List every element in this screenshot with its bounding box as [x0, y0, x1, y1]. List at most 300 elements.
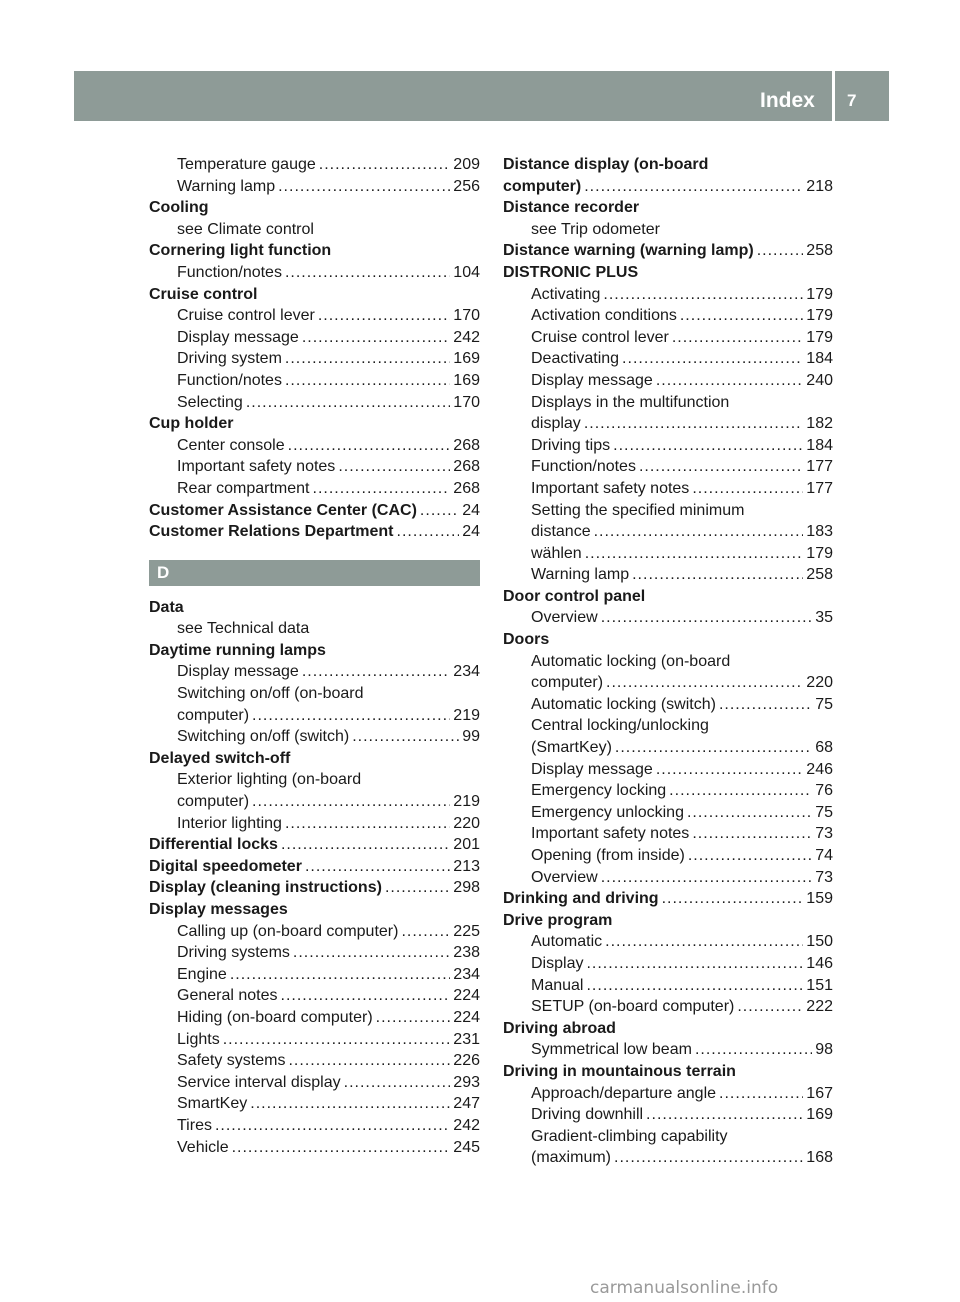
- index-subentry: [149, 435, 480, 457]
- entry-label: Function/notes: [531, 458, 636, 476]
- entry-label: SmartKey: [177, 1095, 248, 1113]
- index-heading: [149, 899, 480, 921]
- index-subentry: [503, 456, 833, 478]
- index-subentry: [149, 942, 480, 964]
- entry-label: Distance display (on-board: [503, 156, 709, 173]
- index-subentry: [503, 953, 833, 975]
- entry-label: Engine: [177, 965, 227, 983]
- dot-leader: [281, 985, 451, 1007]
- entry-label: Center console: [177, 436, 285, 454]
- index-subentry: [149, 705, 480, 727]
- entry-label: Vehicle: [177, 1138, 229, 1156]
- dot-leader: [344, 1072, 451, 1094]
- index-subentry: [503, 500, 833, 522]
- dot-leader: [622, 348, 803, 370]
- page-reference: 73: [815, 825, 833, 843]
- watermark: carmanualsonline.info: [590, 1278, 779, 1298]
- page-reference: 220: [806, 674, 833, 692]
- entry-label: see Technical data: [177, 620, 310, 638]
- dot-leader: [656, 759, 803, 781]
- dot-leader: [692, 823, 812, 845]
- entry-label: Doors: [503, 631, 550, 649]
- page-reference: 177: [806, 458, 833, 476]
- index-subentry: [149, 813, 480, 835]
- index-subentry: [149, 154, 480, 176]
- page-reference: 220: [453, 814, 480, 832]
- dot-leader: [385, 877, 450, 899]
- entry-label: Automatic locking (switch): [531, 695, 716, 713]
- page-reference: 201: [453, 836, 480, 854]
- entry-label: Automatic locking (on-board: [531, 652, 731, 670]
- entry-label: Cruise control lever: [531, 328, 669, 346]
- entry-label: Display message: [531, 760, 653, 778]
- index-heading: [149, 413, 480, 435]
- index-subentry: [503, 521, 833, 543]
- index-subentry: [503, 219, 833, 241]
- index-subentry: [149, 1115, 480, 1137]
- dot-leader: [614, 1147, 803, 1169]
- dot-leader: [695, 1039, 812, 1061]
- page-reference: 219: [453, 706, 480, 724]
- dot-leader: [318, 305, 450, 327]
- index-subentry: [149, 769, 480, 791]
- entry-label: Important safety notes: [177, 458, 336, 476]
- dot-leader: [737, 996, 803, 1018]
- entry-label: computer): [177, 793, 250, 811]
- index-subentry: [149, 1137, 480, 1159]
- dot-leader: [719, 694, 812, 716]
- page-reference: 35: [815, 609, 833, 627]
- index-subentry: [503, 759, 833, 781]
- page-reference: 242: [453, 1116, 480, 1134]
- entry-label: Selecting: [177, 393, 243, 411]
- index-heading: [149, 856, 480, 878]
- page-reference: 170: [453, 393, 480, 411]
- entry-label: Cruise control: [149, 285, 258, 303]
- dot-leader: [605, 931, 803, 953]
- index-subentry: [503, 327, 833, 349]
- dot-leader: [584, 413, 803, 435]
- index-heading: [149, 640, 480, 662]
- page-reference: 159: [806, 890, 833, 908]
- entry-label: Driving in mountainous terrain: [503, 1062, 736, 1080]
- index-subentry: [149, 370, 480, 392]
- index-subentry: [149, 1029, 480, 1051]
- page-reference: 256: [453, 177, 480, 195]
- page-reference: 179: [806, 544, 833, 562]
- page-reference: 213: [453, 857, 480, 875]
- dot-leader: [585, 543, 804, 565]
- entry-label: Hiding (on-board computer): [177, 1008, 373, 1026]
- entry-label: Driving system: [177, 350, 282, 368]
- dot-leader: [615, 737, 812, 759]
- entry-label: (maximum): [531, 1149, 611, 1167]
- page-reference: 75: [815, 695, 833, 713]
- dot-leader: [278, 176, 450, 198]
- dot-leader: [687, 802, 812, 824]
- entry-label: Display messages: [149, 901, 288, 918]
- dot-leader: [613, 435, 803, 457]
- entry-label: SETUP (on-board computer): [531, 998, 735, 1016]
- entry-label: Display message: [177, 663, 299, 681]
- page-reference: 99: [462, 728, 480, 746]
- dot-leader: [646, 1104, 803, 1126]
- index-subentry: [149, 392, 480, 414]
- entry-label: Daytime running lamps: [149, 641, 326, 659]
- page-reference: 238: [453, 944, 480, 962]
- index-heading: [503, 629, 833, 651]
- entry-label: Important safety notes: [531, 825, 690, 843]
- index-subentry: [149, 478, 480, 500]
- entry-label: Central locking/unlocking: [531, 717, 709, 735]
- index-subentry: [149, 1007, 480, 1029]
- entry-label: Interior lighting: [177, 814, 282, 832]
- entry-label: Display: [531, 954, 584, 972]
- entry-label: Digital speedometer: [149, 857, 302, 875]
- dot-leader: [281, 834, 450, 856]
- index-heading: [149, 197, 480, 219]
- page-reference: 24: [462, 501, 480, 519]
- page-reference: 179: [806, 285, 833, 303]
- page-reference: 245: [453, 1138, 480, 1156]
- entry-label: Cruise control lever: [177, 307, 315, 325]
- dot-leader: [319, 154, 451, 176]
- index-subentry: [503, 607, 833, 629]
- page-reference: 224: [453, 1008, 480, 1026]
- index-subentry: [149, 661, 480, 683]
- dot-leader: [338, 456, 450, 478]
- entry-label: Distance warning (warning lamp): [503, 242, 754, 260]
- page-reference: 231: [453, 1030, 480, 1048]
- entry-label: Drive program: [503, 911, 613, 929]
- page-reference: 258: [806, 242, 833, 260]
- dot-leader: [215, 1115, 450, 1137]
- index-subentry: [503, 845, 833, 867]
- page-reference: 258: [806, 566, 833, 584]
- index-subentry: [149, 176, 480, 198]
- entry-label: computer): [503, 177, 582, 195]
- page-reference: 224: [453, 987, 480, 1005]
- page-reference: 182: [806, 415, 833, 433]
- page-reference: 74: [815, 847, 833, 864]
- page-reference: 179: [806, 328, 833, 346]
- index-subentry: [149, 1093, 480, 1115]
- entry-label: Important safety notes: [531, 479, 690, 497]
- index-subentry: [503, 737, 833, 759]
- page-reference: 184: [806, 436, 833, 454]
- entry-label: Calling up (on-board computer): [177, 922, 399, 940]
- index-subentry: [149, 985, 480, 1007]
- entry-label: Displays in the multifunction: [531, 393, 730, 411]
- dot-leader: [601, 607, 813, 629]
- index-subentry: [503, 715, 833, 737]
- dot-leader: [757, 240, 804, 262]
- index-subentry: [503, 996, 833, 1018]
- dot-leader: [603, 284, 803, 306]
- index-subentry: [503, 1104, 833, 1126]
- index-subentry: [503, 564, 833, 586]
- entry-label: Driving tips: [531, 436, 611, 454]
- dot-leader: [420, 500, 459, 522]
- entry-label: Drinking and driving: [503, 890, 659, 908]
- entry-label: Manual: [531, 976, 584, 994]
- page-reference: 268: [453, 436, 480, 454]
- entry-label: Cooling: [149, 199, 209, 217]
- dot-leader: [288, 435, 451, 457]
- entry-label: Tires: [177, 1116, 212, 1134]
- entry-label: Driving systems: [177, 944, 290, 962]
- entry-label: Customer Assistance Center (CAC): [149, 501, 417, 519]
- page-reference: 293: [453, 1073, 480, 1091]
- index-heading: [503, 154, 833, 176]
- entry-label: Deactivating: [531, 350, 620, 368]
- entry-label: distance: [531, 523, 591, 541]
- dot-leader: [313, 478, 451, 500]
- index-heading: [503, 240, 833, 262]
- index-subentry: [503, 823, 833, 845]
- entry-label: Display message: [177, 328, 299, 346]
- page-reference: 234: [453, 965, 480, 983]
- index-subentry: [503, 802, 833, 824]
- entry-label: (SmartKey): [531, 739, 612, 757]
- page-reference: 169: [453, 371, 480, 389]
- page-number: 7: [847, 91, 857, 110]
- page-reference: 169: [806, 1106, 833, 1124]
- page-reference: 179: [806, 307, 833, 325]
- index-subentry: [503, 672, 833, 694]
- dot-leader: [246, 392, 450, 414]
- index-heading: [149, 284, 480, 306]
- entry-label: Switching on/off (switch): [177, 728, 350, 746]
- entry-label: wählen: [531, 544, 582, 562]
- index-heading: [503, 176, 833, 198]
- page-reference: 76: [815, 782, 833, 800]
- entry-label: Safety systems: [177, 1052, 286, 1070]
- page-reference: 68: [815, 739, 833, 757]
- entry-label: computer): [177, 706, 250, 724]
- dot-leader: [586, 975, 803, 997]
- entry-label: Temperature gauge: [177, 156, 316, 173]
- entry-label: Automatic: [531, 933, 603, 951]
- index-heading: [149, 240, 480, 262]
- entry-label: Overview: [531, 868, 598, 886]
- entry-label: Exterior lighting (on-board: [177, 771, 362, 789]
- dot-leader: [656, 370, 803, 392]
- page-title: Index: [760, 89, 815, 112]
- index-subentry: [149, 1050, 480, 1072]
- entry-label: display: [531, 415, 581, 433]
- index-heading: [149, 748, 480, 770]
- entry-label: Driving downhill: [531, 1106, 644, 1124]
- page-reference: 151: [806, 976, 833, 994]
- index-heading: [503, 910, 833, 932]
- index-subentry: [503, 780, 833, 802]
- page-reference: 24: [462, 523, 480, 541]
- dot-leader: [669, 780, 812, 802]
- index-subentry: [503, 931, 833, 953]
- index-subentry: [503, 284, 833, 306]
- page-reference: 234: [453, 663, 480, 681]
- dot-leader: [680, 305, 803, 327]
- index-subentry: [503, 543, 833, 565]
- index-subentry: [149, 305, 480, 327]
- index-subentry: [149, 726, 480, 748]
- dot-leader: [285, 262, 450, 284]
- dot-leader: [285, 813, 450, 835]
- entry-label: Switching on/off (on-board: [177, 685, 364, 703]
- index-subentry: [503, 392, 833, 414]
- index-column-left: [149, 154, 480, 1158]
- index-subentry: [503, 435, 833, 457]
- dot-leader: [285, 348, 450, 370]
- dot-leader: [584, 176, 803, 198]
- dot-leader: [285, 370, 450, 392]
- index-subentry: [149, 618, 480, 640]
- page-reference: 240: [806, 371, 833, 389]
- page-reference: 247: [453, 1095, 480, 1113]
- dot-leader: [719, 1083, 803, 1105]
- index-subentry: [149, 964, 480, 986]
- page-reference: 222: [806, 998, 833, 1016]
- dot-leader: [662, 888, 804, 910]
- entry-label: see Climate control: [177, 220, 314, 238]
- index-heading: [503, 1061, 833, 1083]
- index-subentry: [503, 478, 833, 500]
- page-reference: 73: [815, 868, 833, 886]
- dot-leader: [252, 791, 450, 813]
- index-subentry: [503, 1147, 833, 1169]
- entry-label: Function/notes: [177, 263, 282, 281]
- entry-label: Overview: [531, 609, 598, 627]
- entry-label: Function/notes: [177, 371, 282, 389]
- entry-label: Display (cleaning instructions): [149, 879, 382, 897]
- page-reference: 177: [806, 479, 833, 497]
- entry-label: Rear compartment: [177, 479, 310, 497]
- dot-leader: [250, 1093, 450, 1115]
- page-reference: 242: [453, 328, 480, 346]
- header-divider: [832, 71, 835, 121]
- index-subentry: [503, 305, 833, 327]
- index-subentry: [503, 1039, 833, 1061]
- dot-leader: [601, 867, 813, 889]
- dot-leader: [688, 845, 812, 867]
- index-heading: [503, 888, 833, 910]
- entry-label: see Trip odometer: [531, 220, 660, 238]
- entry-label: Activating: [531, 285, 601, 303]
- entry-label: Distance recorder: [503, 199, 640, 217]
- entry-label: Warning lamp: [177, 177, 276, 195]
- dot-leader: [586, 953, 803, 975]
- dot-leader: [223, 1029, 451, 1051]
- index-subentry: [149, 219, 480, 241]
- dot-leader: [594, 521, 804, 543]
- dot-leader: [606, 672, 803, 694]
- page-reference: 98: [815, 1041, 833, 1059]
- index-subentry: [503, 975, 833, 997]
- entry-label: Symmetrical low beam: [531, 1041, 692, 1059]
- index-column-right: [503, 154, 833, 1169]
- index-subentry: [149, 327, 480, 349]
- entry-label: Emergency unlocking: [531, 803, 684, 821]
- entry-label: Approach/departure angle: [531, 1084, 717, 1102]
- page-reference: 218: [806, 177, 833, 195]
- page-reference: 168: [806, 1149, 833, 1167]
- entry-label: Driving abroad: [503, 1019, 616, 1037]
- page-reference: 104: [453, 263, 480, 281]
- entry-label: computer): [531, 674, 604, 692]
- page-reference: 298: [453, 879, 480, 897]
- page-reference: 146: [806, 954, 833, 972]
- dot-leader: [305, 856, 450, 878]
- page-reference: 268: [453, 479, 480, 497]
- entry-label: Cornering light function: [149, 242, 332, 260]
- entry-label: Data: [149, 598, 184, 616]
- index-subentry: [149, 456, 480, 478]
- index-subentry: [503, 1083, 833, 1105]
- page-reference: 225: [453, 922, 480, 940]
- page-reference: 167: [806, 1084, 833, 1102]
- entry-label: Warning lamp: [531, 566, 630, 584]
- index-subentry: [149, 683, 480, 705]
- index-heading: [503, 586, 833, 608]
- dot-leader: [232, 1137, 451, 1159]
- dot-leader: [302, 327, 450, 349]
- entry-label: Customer Relations Department: [149, 523, 394, 541]
- page-reference: 150: [806, 933, 833, 951]
- dot-leader: [692, 478, 803, 500]
- index-subentry: [149, 1072, 480, 1094]
- entry-label: Emergency locking: [531, 782, 667, 800]
- dot-leader: [252, 705, 450, 727]
- dot-leader: [376, 1007, 451, 1029]
- index-heading: [503, 197, 833, 219]
- entry-label: Activation conditions: [531, 307, 677, 325]
- index-heading: [149, 877, 480, 899]
- index-heading: [149, 521, 480, 543]
- dot-leader: [401, 921, 450, 943]
- index-subentry: [149, 921, 480, 943]
- entry-label: Delayed switch-off: [149, 749, 291, 767]
- index-subentry: [149, 791, 480, 813]
- index-subentry: [503, 694, 833, 716]
- entry-label: Setting the specified minimum: [531, 501, 745, 519]
- entry-label: DISTRONIC PLUS: [503, 263, 639, 281]
- dot-leader: [352, 726, 459, 748]
- dot-leader: [293, 942, 450, 964]
- dot-leader: [672, 327, 803, 349]
- page-reference: 219: [453, 793, 480, 811]
- section-header: D: [149, 560, 480, 586]
- dot-leader: [230, 964, 450, 986]
- page-reference: 209: [453, 156, 480, 173]
- page-reference: 170: [453, 307, 480, 325]
- index-subentry: [149, 348, 480, 370]
- page-reference: 75: [815, 803, 833, 821]
- dot-leader: [632, 564, 803, 586]
- dot-leader: [288, 1050, 450, 1072]
- entry-label: Cup holder: [149, 415, 234, 433]
- page-reference: 184: [806, 350, 833, 368]
- index-subentry: [149, 262, 480, 284]
- entry-label: Differential locks: [149, 836, 278, 854]
- entry-label: Display message: [531, 371, 653, 389]
- entry-label: Opening (from inside): [531, 847, 685, 864]
- index-subentry: [503, 1126, 833, 1148]
- dot-leader: [397, 521, 460, 543]
- page-reference: 169: [453, 350, 480, 368]
- entry-label: Service interval display: [177, 1073, 341, 1091]
- dot-leader: [639, 456, 803, 478]
